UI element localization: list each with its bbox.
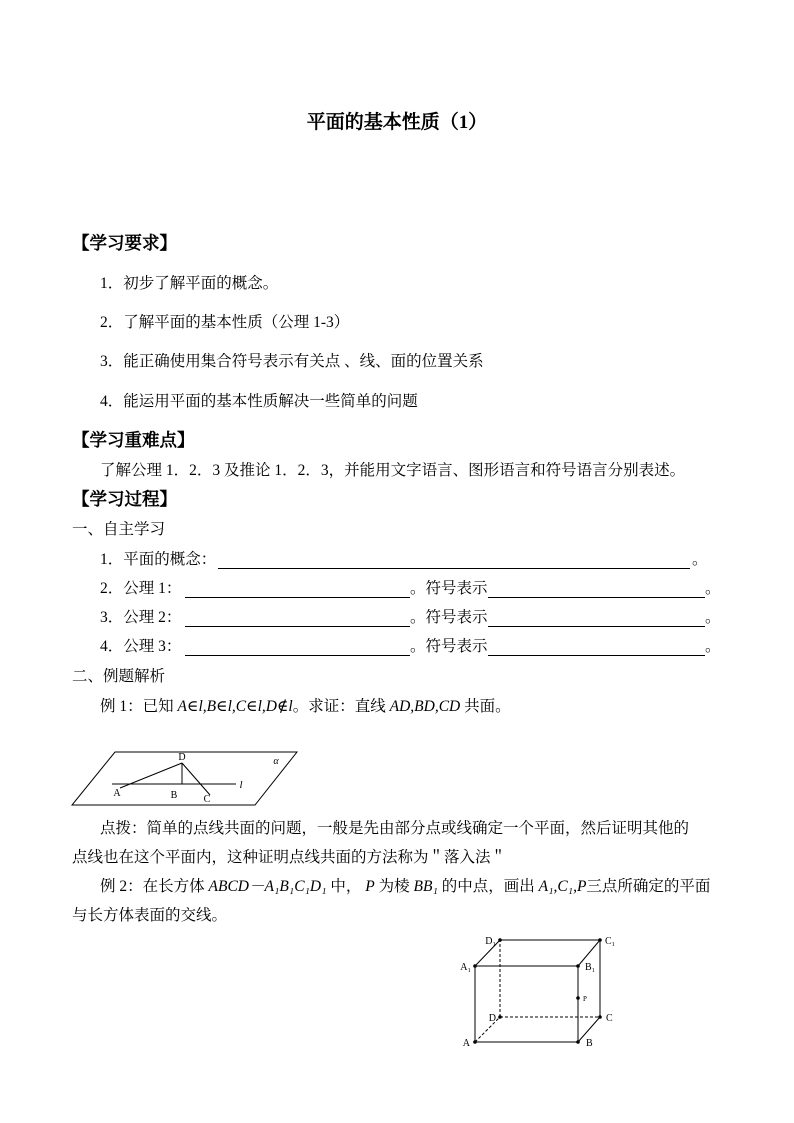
label-vertex-a1: A₁ [460,962,471,973]
label-point-b: B [170,790,178,801]
vertex-d-dot [498,1015,502,1019]
label-vertex-b1: B₁ [585,962,596,973]
edge-ad-hidden [475,1017,500,1042]
label-vertex-d: D [488,1013,496,1024]
key-points-heading: 【学习重难点】 [72,430,195,450]
example-2-text-1: 中， [326,878,366,895]
point-p-dot [576,996,580,1000]
requirements-heading: 【学习要求】 [72,233,177,253]
example-2-text-2: 为棱 [374,878,414,895]
vertex-d1-dot [498,938,502,942]
self-study-row-4-label: 4．公理 3： [100,638,182,655]
self-study-row-4-end: 。 [705,638,721,655]
hint-line-1: 点拨：简单的点线共面的问题，一般是先由部分点或线确定一个平面，然后证明其他的 [100,820,690,837]
self-study-row-2-symbol-label: 。符号表示 [410,580,488,597]
self-study-row-1-end: 。 [692,551,708,568]
page-title: 平面的基本性质（1） [306,112,488,133]
example-1-prefix: 例 1：已知 [100,698,178,715]
self-study-row-4-symbol-label: 。符号表示 [410,638,488,655]
label-vertex-c: C [606,1013,613,1024]
label-point-d: D [178,752,186,763]
example-2-edge: BB₁ [413,878,438,895]
self-study-row-3-symbol-label: 。符号表示 [410,609,488,626]
self-study-row-3-label: 3．公理 2： [100,609,182,626]
self-study-row-3-end: 。 [705,609,721,626]
fill-blank-axiom-1-symbol [488,581,705,598]
label-vertex-b: B [586,1038,593,1049]
requirement-item-4: 4．能运用平面的基本性质解决一些简单的问题 [100,393,418,410]
label-point-c: C [203,794,211,805]
example-2-text-4: 三点所确定的平面 [586,878,711,895]
fill-blank-axiom-2-symbol [488,610,705,627]
label-line-l: l [239,779,243,791]
requirement-item-3: 3．能正确使用集合符号表示有关点 、线、面的位置关系 [100,353,484,370]
vertex-c-dot [598,1015,602,1019]
vertex-a-dot [473,1040,477,1044]
example-2-point: P [365,878,375,895]
self-study-row-2-end: 。 [705,580,721,597]
fill-blank-axiom-3-symbol [488,639,705,656]
key-points-text: 了解公理 1．2．3 及推论 1．2．3，并能用文字语言、图形语言和符号语言分别表述。 [100,462,686,479]
example-1-middle: 。求证：直线 [292,698,390,715]
example-1-given: A∈l,B∈l,C∈l,D∉l [177,698,293,715]
vertex-c1-dot [598,938,602,942]
label-vertex-a: A [462,1038,470,1049]
vertex-b1-dot [576,964,580,968]
fill-blank-plane-concept [218,552,690,569]
vertex-b-dot [576,1040,580,1044]
self-study-heading: 一、自主学习 [72,521,166,538]
fill-blank-axiom-3 [185,639,410,656]
label-point-p: P [583,995,587,1003]
figure-plane-line-diagram [68,748,302,810]
fill-blank-axiom-1 [185,581,410,598]
requirement-item-1: 1．初步了解平面的概念。 [100,275,279,292]
hint-line-2: 点线也在这个平面内，这种证明点线共面的方法称为＂落入法＂ [72,849,507,866]
label-plane-alpha: α [273,756,279,767]
label-point-a: A [113,788,121,799]
example-2-line-2: 与长方体表面的交线。 [72,907,228,924]
label-vertex-c1: C₁ [605,936,616,947]
process-heading: 【学习过程】 [72,489,177,509]
example-2-text-3: 的中点，画出 [437,878,539,895]
self-study-row-1-label: 1．平面的概念： [100,551,217,568]
example-2-points: A₁,C₁,P [538,878,587,895]
example-1-lines: AD,BD,CD [389,698,461,715]
requirement-item-2: 2．了解平面的基本性质（公理 1-3） [100,314,350,331]
example-1-statement [100,697,511,717]
examples-heading: 二、例题解析 [72,668,166,685]
self-study-row-2-label: 2．公理 1： [100,580,182,597]
figure-cuboid-diagram [455,928,625,1053]
example-2-solid: ABCD－A₁B₁C₁D₁ [208,878,327,895]
label-vertex-d1: D₁ [485,936,496,947]
fill-blank-axiom-2 [185,610,410,627]
example-1-suffix: 共面。 [460,698,511,715]
example-2-statement [100,877,710,897]
vertex-a1-dot [473,964,477,968]
segment-dc [182,763,210,795]
example-2-prefix: 例 2：在长方体 [100,878,209,895]
